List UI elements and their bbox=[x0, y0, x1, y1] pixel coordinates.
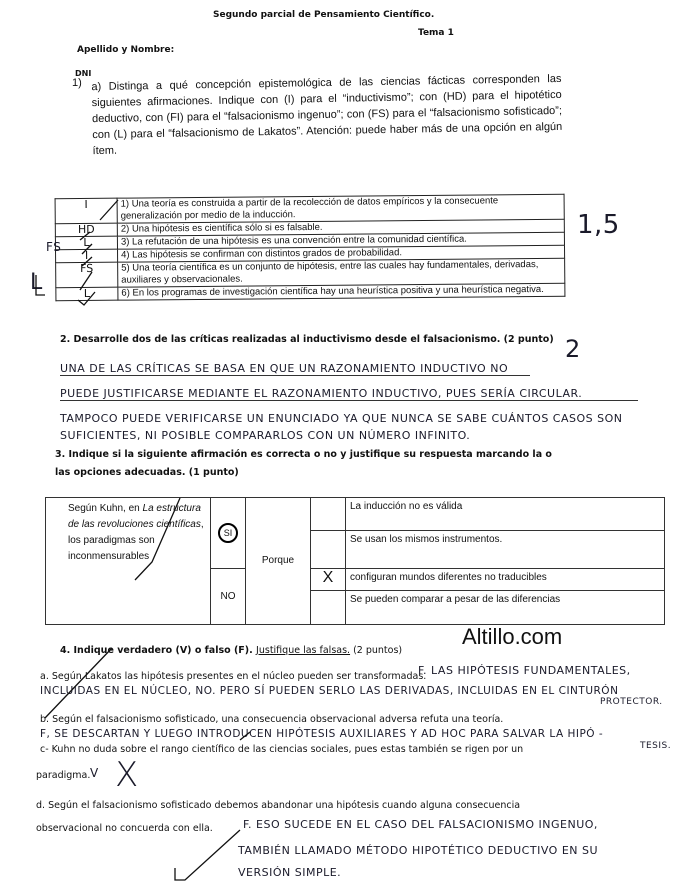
q1-number: 1) bbox=[72, 77, 82, 89]
q4-answer-d: VERSIÓN SIMPLE. bbox=[238, 866, 342, 879]
q4-answer-b: TESIS. bbox=[640, 741, 672, 751]
q2-answer-line: SUFICIENTES, NI POSIBLE COMPARARLOS CON UN NÚMERO INFINITO. bbox=[60, 429, 471, 442]
check-mark-icon bbox=[82, 257, 92, 266]
answer-cell[interactable]: L bbox=[56, 287, 118, 301]
exam-title: Segundo parcial de Pensamiento Científico. bbox=[213, 10, 435, 20]
check-mark-icon bbox=[240, 732, 250, 740]
correction-l-icon bbox=[36, 275, 45, 295]
check-mark-icon bbox=[100, 200, 118, 220]
option-text: Se pueden comparar a pesar de las diferencias bbox=[346, 590, 665, 624]
statement-cell: 4) Las hipótesis se confirman con distintos grados de probabilidad. bbox=[118, 245, 565, 262]
q2-grade: 2 bbox=[565, 335, 581, 363]
q4-title-text: 4. Indique verdadero (V) o falso (F). bbox=[60, 645, 257, 656]
statement-italic: La estructura de las revoluciones científicas bbox=[68, 503, 201, 530]
q3-text: 3. Indique si la siguiente afirmación es correcta o no y justifique su respuesta marcando la o las opciones adecuadas. (1 punto) bbox=[55, 449, 552, 478]
watermark: Altillo.com bbox=[462, 624, 563, 649]
check-mark-icon bbox=[78, 292, 95, 305]
because-label: Porque bbox=[246, 498, 311, 625]
check-mark-icon bbox=[80, 272, 92, 290]
no-option[interactable]: NO bbox=[211, 568, 246, 624]
answer-cell[interactable]: FS bbox=[56, 262, 118, 288]
name-label: Apellido y Nombre: bbox=[77, 45, 175, 55]
answer-cell[interactable]: I bbox=[56, 249, 118, 263]
statement-cell: 1) Una teoría es construida a partir de la recolección de datos empíricos y la consecuente generalización por medio de la inducción. bbox=[117, 194, 564, 223]
option-text: La inducción no es válida bbox=[346, 498, 665, 531]
statement-cell: 2) Una hipótesis es científica sólo si es falsable. bbox=[117, 219, 564, 236]
statement-text: , los paradigmas son inconmensurables bbox=[68, 519, 204, 562]
option-text: Se usan los mismos instrumentos. bbox=[346, 530, 665, 568]
statement-cell: 6) En los programas de investigación científica hay una heurística positiva y una heurística negativa. bbox=[118, 283, 565, 300]
check-mark-icon bbox=[175, 830, 240, 880]
q4-mark-c: X bbox=[115, 755, 139, 795]
q4-answer-a: INCLUIDAS EN EL NÚCLEO, NO. PERO SÍ PUEDEN SERLO LAS DERIVADAS, INCLUIDAS EN EL CINTURÓN bbox=[40, 685, 619, 697]
q4-item-a: a. Según Lakatos las hipótesis presentes en el núcleo pueden ser transformadas. bbox=[40, 671, 427, 682]
dni-label: DNI bbox=[75, 69, 92, 78]
tema-label: Tema 1 bbox=[418, 28, 454, 38]
q1-text: a) Distinga a qué concepción epistemológica de las ciencias fácticas corresponden las siguientes afirmaciones. Indique con (I) para el “inductivismo”; con (HD) para el hipotético deductivo, con (FI) para el “falsacionismo ingenuo”; con (FS) para el “falsacionismo sofisticado”; con (L) para el “falsacionismo de Lakatos”. Atención: puede haber más de una opción en algún ítem. bbox=[91, 72, 563, 158]
answer-cell[interactable]: HD bbox=[55, 223, 117, 237]
q4-item-d: d. Según el falsacionismo sofisticado debemos abandonar una hipótesis cuando alguna consecuencia bbox=[36, 800, 521, 811]
q2-text: 2. Desarrolle dos de las críticas realizadas al inductivismo desde el falsacionismo. (2 punto) bbox=[60, 334, 554, 345]
q4-item-c: c- Kuhn no duda sobre el rango científico de las ciencias sociales, pues estas también se rigen por un bbox=[40, 744, 524, 755]
q1-correction-5: L bbox=[30, 270, 43, 295]
check-mark-icon bbox=[82, 244, 92, 254]
q4-answer-d: F. ESO SUCEDE EN EL CASO DEL FALSACIONISMO INGENUO, bbox=[243, 818, 598, 831]
q4-title-underlined: Justifique las falsas. bbox=[256, 645, 351, 656]
option-text: configuran mundos diferentes no traducibles bbox=[346, 568, 665, 590]
q1-correction-3: FS bbox=[46, 240, 62, 254]
q4-answer-c: V bbox=[90, 766, 99, 780]
q4-item-b: b. Según el falsacionismo sofisticado, una consecuencia observacional adversa refuta una teoría. bbox=[40, 714, 504, 725]
q4-item-d-cont: observacional no concuerda con ella. bbox=[36, 823, 213, 834]
option-mark[interactable]: X bbox=[311, 568, 346, 590]
check-mark-icon bbox=[135, 498, 180, 580]
statement-cell: 5) Una teoría científica es un conjunto de hipótesis, entre las cuales hay fundamentales, derivadas, auxiliares y observacionales. bbox=[118, 258, 565, 287]
q4-answer-a: PROTECTOR. bbox=[600, 697, 663, 707]
q4-item-c-cont: paradigma. bbox=[36, 770, 91, 781]
check-mark-icon bbox=[45, 648, 112, 718]
q4-title-points: (2 puntos) bbox=[350, 645, 403, 656]
answer-cell[interactable]: L bbox=[55, 236, 117, 250]
q4-answer-b: F, SE DESCARTAN Y LUEGO INTRODUCEN HIPÓTESIS AUXILIARES Y AD HOC PARA SALVAR LA HIPÓ - bbox=[40, 728, 604, 740]
q2-answer-line: UNA DE LAS CRÍTICAS SE BASA EN QUE UN RAZONAMIENTO INDUCTIVO NO bbox=[60, 362, 530, 376]
check-mark-icon bbox=[80, 232, 90, 240]
q2-answer-line: TAMPOCO PUEDE VERIFICARSE UN ENUNCIADO YA QUE NUNCA SE SABE CUÁNTOS CASOS SON bbox=[60, 412, 623, 425]
yes-label: SI bbox=[218, 523, 238, 543]
answer-cell[interactable]: I bbox=[55, 198, 117, 224]
statement-text: Según Kuhn, en bbox=[68, 503, 143, 514]
q2-answer-line: PUEDE JUSTIFICARSE MEDIANTE EL RAZONAMIENTO INDUCTIVO, PUES SERÍA CIRCULAR. bbox=[60, 387, 638, 401]
q1-grade: 1,5 bbox=[577, 210, 620, 240]
q4-answer-d: TAMBIÉN LLAMADO MÉTODO HIPOTÉTICO DEDUCTIVO EN SU bbox=[238, 844, 599, 857]
statement-cell: 3) La refutación de una hipótesis es una convención entre la comunidad científica. bbox=[117, 232, 564, 249]
q4-answer-a: F. LAS HIPÓTESIS FUNDAMENTALES, bbox=[418, 664, 631, 677]
